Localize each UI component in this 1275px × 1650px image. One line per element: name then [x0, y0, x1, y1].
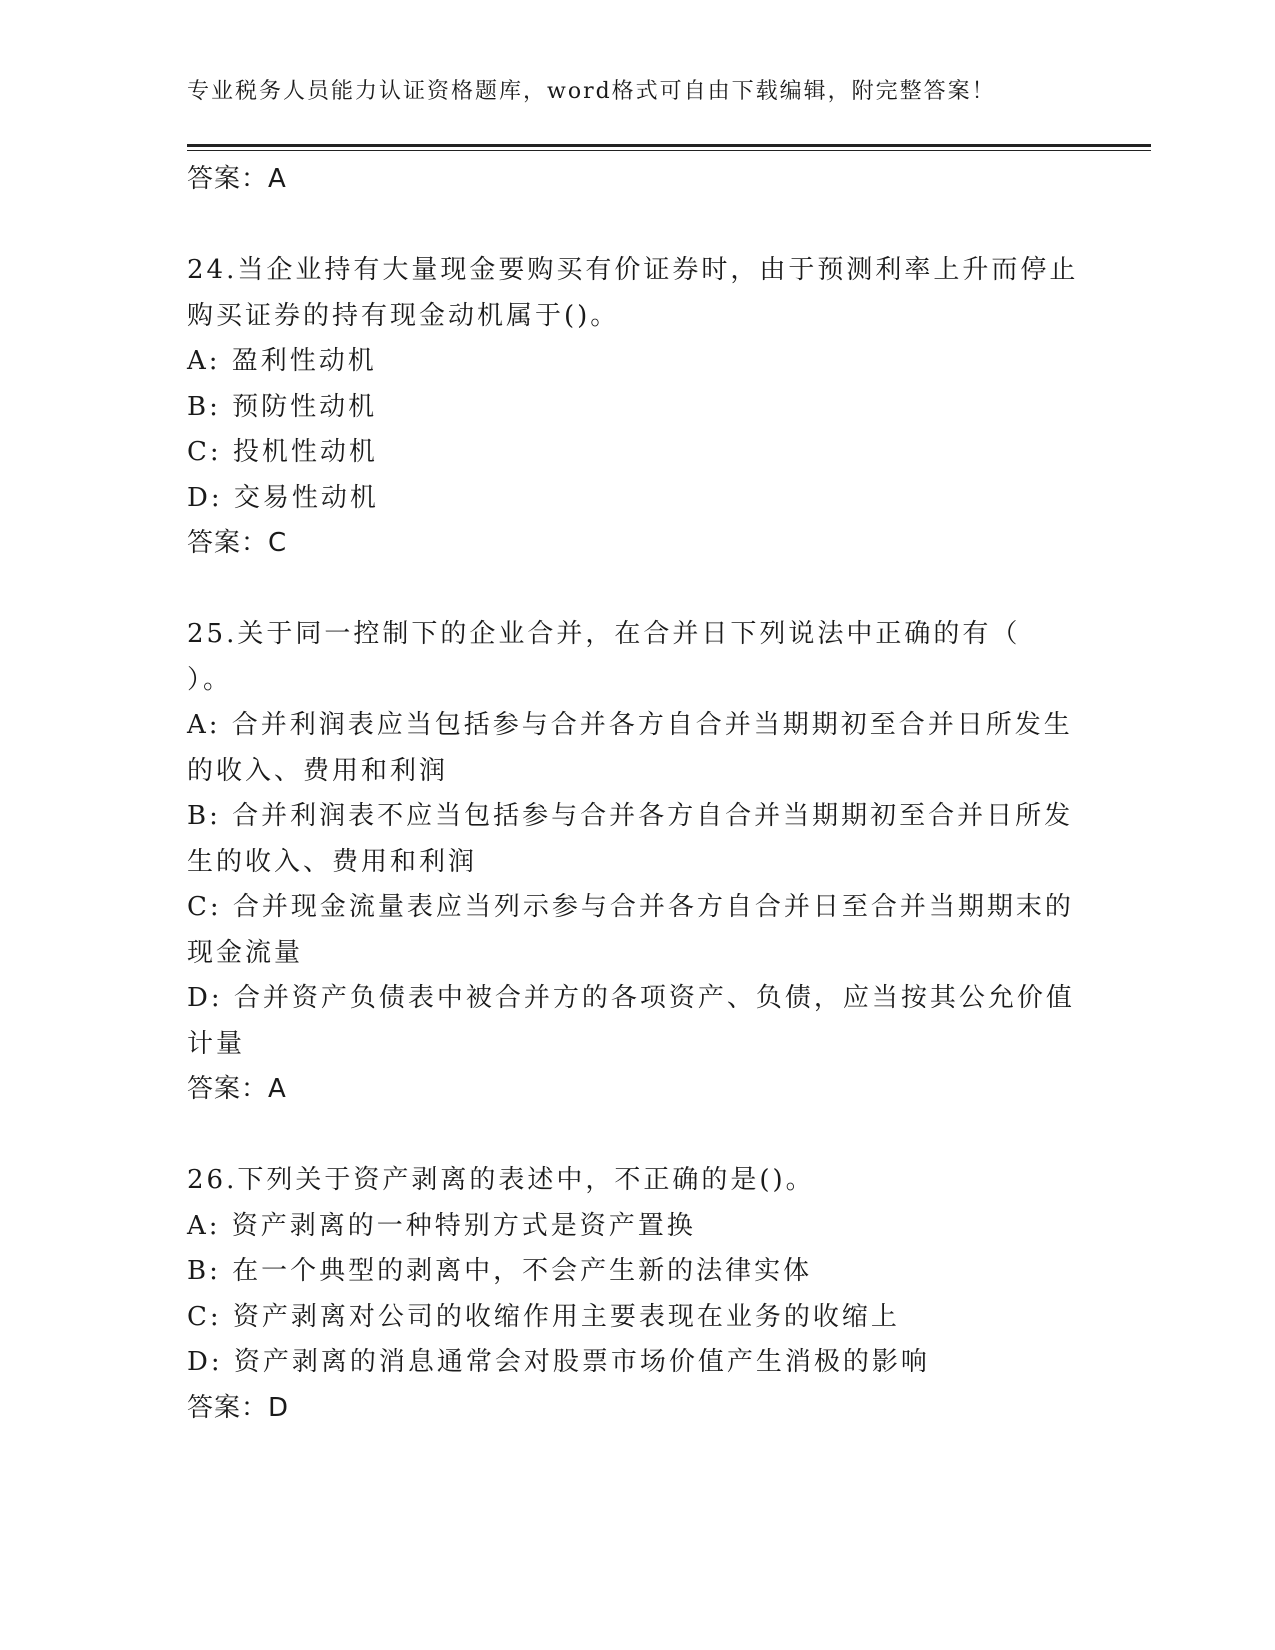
option-a-continued: 的收入、费用和利润 [187, 755, 449, 786]
answer-label: 答案： [187, 164, 269, 194]
question-block [187, 248, 1107, 567]
option-d-continued: 计量 [187, 1028, 246, 1059]
option-b: B: 合并利润表不应当包括参与合并各方自合并当期期初至合并日所发 [187, 801, 1074, 831]
question-block [187, 1158, 1107, 1431]
option-d: D: 合并资产负债表中被合并方的各项资产、负债，应当按其公允价值 [187, 983, 1075, 1013]
option-a: A: 合并利润表应当包括参与合并各方自合并当期期初至合并日所发生 [187, 710, 1073, 740]
option-c: C: 合并现金流量表应当列示参与合并各方自合并日至合并当期期末的 [187, 892, 1074, 922]
spacer [187, 567, 1107, 613]
option-c-continued: 现金流量 [187, 937, 304, 968]
answer-value: A [268, 1074, 287, 1104]
answer-value: D [268, 1392, 290, 1423]
option-b: B: 在一个典型的剥离中，不会产生新的法律实体 [187, 1256, 813, 1286]
question-stem: 26.下列关于资产剥离的表述中，不正确的是()。 [187, 1165, 815, 1195]
option-c: C: 投机性动机 [187, 437, 378, 467]
spacer [187, 203, 1107, 249]
question-list [187, 157, 1107, 1431]
page-header: 专业税务人员能力认证资格题库，word格式可自由下载编辑，附完整答案！ [187, 79, 996, 104]
header-rule-thin [187, 150, 1151, 151]
question-stem: ）。 [187, 664, 233, 695]
option-d: D: 交易性动机 [187, 482, 379, 513]
answer-line [187, 1067, 1107, 1113]
answer-label: 答案： [187, 1074, 269, 1104]
option-c: C: 资产剥离对公司的收缩作用主要表现在业务的收缩上 [187, 1301, 900, 1332]
spacer [187, 1113, 1107, 1159]
answer-line [187, 521, 1107, 567]
header-rule-thick [187, 144, 1151, 147]
question-stem: 25.关于同一控制下的企业合并，在合并日下列说法中正确的有（ [187, 619, 1021, 649]
question-stem: 购买证券的持有现金动机属于()。 [187, 300, 620, 331]
option-a: A: 资产剥离的一种特别方式是资产置换 [187, 1210, 696, 1241]
answer-value: A [268, 164, 287, 194]
option-b: B: 预防性动机 [187, 391, 378, 422]
question-stem: 24.当企业持有大量现金要购买有价证券时，由于预测利率上升而停止 [187, 255, 1079, 285]
answer-value: C [268, 528, 288, 558]
option-b-continued: 生的收入、费用和利润 [187, 846, 478, 877]
answer-label: 答案： [187, 528, 269, 558]
question-block [187, 612, 1107, 1113]
answer-line [187, 1386, 1107, 1432]
answer-label: 答案： [187, 1392, 269, 1423]
answer-line [187, 157, 1107, 203]
option-a: A: 盈利性动机 [187, 346, 377, 376]
option-d: D: 资产剥离的消息通常会对股票市场价值产生消极的影响 [187, 1347, 930, 1377]
